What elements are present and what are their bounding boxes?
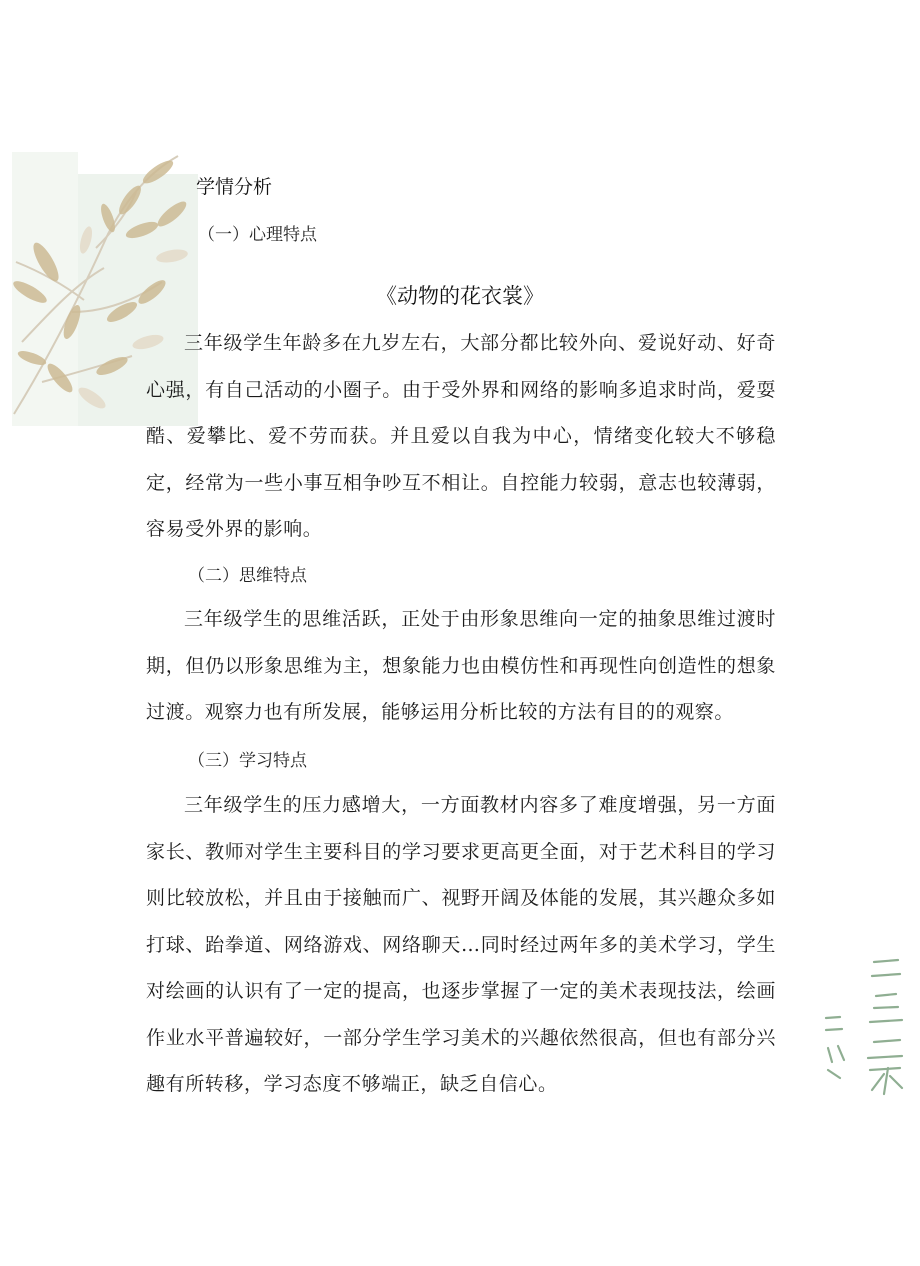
document-title: 《动物的花衣裳》 <box>376 284 544 308</box>
subsection-title-psychology: （一）心理特点 <box>198 225 317 245</box>
paragraph-psychology: 三年级学生年龄多在九岁左右，大部分都比较外向、爱说好动、好奇心强，有自己活动的小圈子。由于受外界和网络的影响多追求时尚，爱耍酷、爱攀比、爱不劳而获。并且爱以自我为中心，情绪变化较大不够稳定，经常为一些小事互相争吵互不相让。自控能力较弱，意志也较薄弱，容易受外界的影响。 <box>146 332 776 540</box>
section-heading: 学情分析 <box>196 176 273 198</box>
brush-stroke-ornament <box>818 950 908 1100</box>
paragraph-learning: 三年级学生的压力感增大，一方面教材内容多了难度增强，另一方面家长、教师对学生主要科目的学习要求更高更全面，对于艺术科目的学习则比较放松，并且由于接触而广、视野开阔及体能的发展，其兴趣众多如打球、跆拳道、网络游戏、网络聊天…同时经过两年多的美术学习，学生对绘画的认识有了一定的提高，也逐步掌握了一定的美术表现技法，绘画作业水平普遍较好，一部分学生学习美术的兴趣依然很高，但也有部分兴趣有所转移，学习态度不够端正，缺乏自信心。 <box>146 794 776 1095</box>
subsection-title-thinking: （二）思维特点 <box>188 566 307 586</box>
subsection-title-learning: （三）学习特点 <box>188 751 307 771</box>
paragraph-thinking: 三年级学生的思维活跃，正处于由形象思维向一定的抽象思维过渡时期，但仍以形象思维为主，想象能力也由模仿性和再现性向创造性的想象过渡。观察力也有所发展，能够运用分析比较的方法有目的的观察。 <box>146 608 776 723</box>
side-stroke-decoration <box>818 950 908 1100</box>
